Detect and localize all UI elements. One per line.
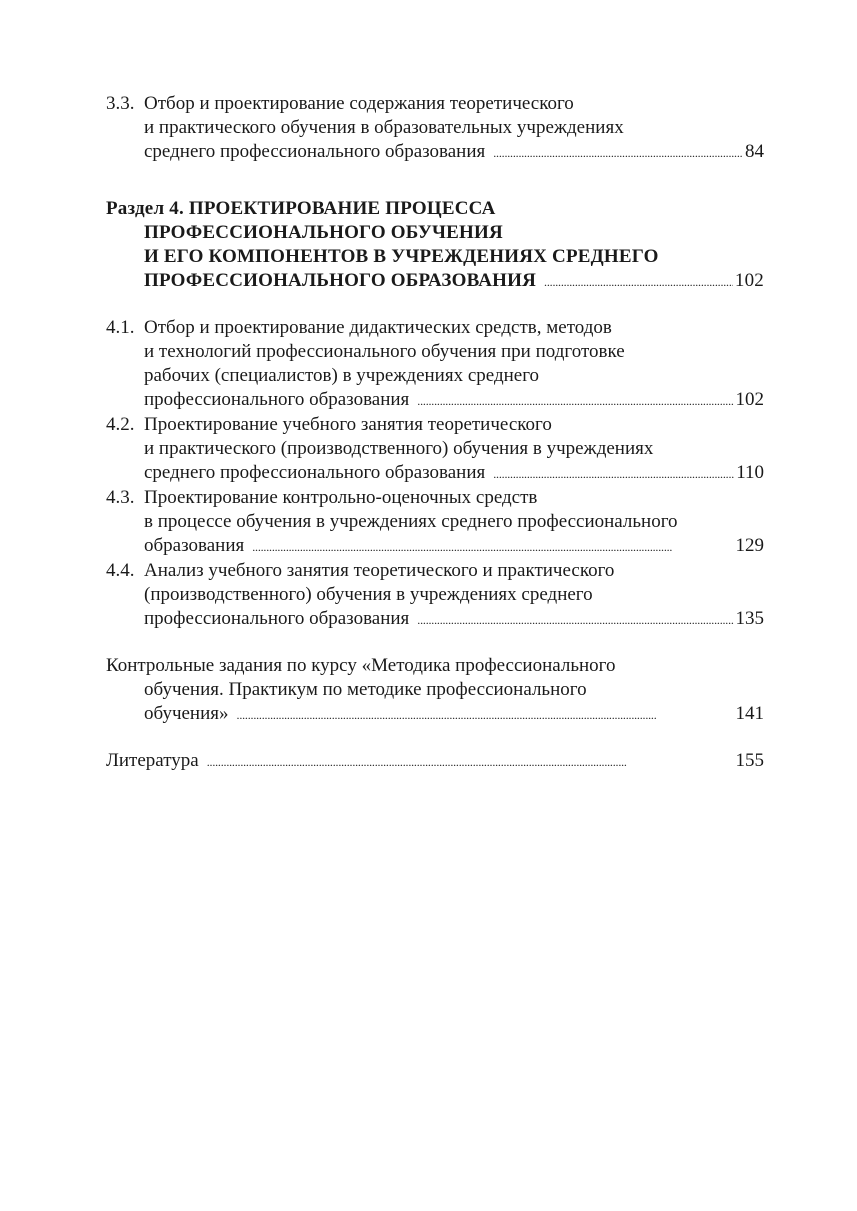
toc-entry-4-4[interactable] — [106, 559, 764, 632]
toc-entry-number: 4.2. — [106, 414, 135, 435]
toc-page-number: 141 — [735, 703, 764, 724]
toc-dot-leader — [417, 388, 733, 413]
toc-entry-last-line — [106, 388, 764, 413]
toc-entry-title-line: обучения. Практикум по методике профессионального — [144, 679, 587, 700]
toc-entry-number: 4.1. — [106, 317, 135, 338]
toc-section-heading-line: И ЕГО КОМПОНЕНТОВ В УЧРЕЖДЕНИЯХ СРЕДНЕГО — [144, 246, 659, 267]
toc-entry-title-line: профессионального образования — [144, 608, 410, 629]
toc-entry-title-line: Отбор и проектирование дидактических средств, методов — [144, 317, 612, 338]
toc-entry-title-line: Анализ учебного занятия теоретического и практического — [144, 560, 615, 581]
table-of-contents — [106, 92, 764, 774]
toc-entry-last-line — [106, 140, 764, 165]
toc-section-heading-line: ПРОФЕССИОНАЛЬНОГО ОБУЧЕНИЯ — [144, 222, 503, 243]
toc-entry-control-tasks[interactable] — [106, 654, 764, 727]
toc-entry-title-line: в процессе обучения в учреждениях среднего профессионального — [144, 511, 678, 532]
toc-entry-number: 4.4. — [106, 560, 135, 581]
toc-entry-title-line: и технологий профессионального обучения при подготовке — [144, 341, 625, 362]
toc-entry-last-line — [106, 534, 764, 559]
toc-page-number: 110 — [736, 462, 764, 483]
toc-entry-title-line: среднего профессионального образования — [144, 141, 486, 162]
toc-dot-leader — [237, 702, 734, 727]
toc-page-number: 155 — [735, 750, 764, 771]
toc-dot-leader — [252, 534, 733, 559]
toc-entry-number: 3.3. — [106, 93, 135, 114]
toc-entry-last-line — [106, 702, 764, 727]
toc-entry-title-line: образования — [144, 535, 245, 556]
toc-entry-3-3[interactable] — [106, 92, 764, 165]
toc-entry-title-line: Проектирование учебного занятия теоретического — [144, 414, 552, 435]
toc-entry-title-line: и практического (производственного) обучения в учреждениях — [144, 438, 654, 459]
toc-entry-title-line: (производственного) обучения в учреждениях среднего — [144, 584, 593, 605]
toc-entry-number: 4.3. — [106, 487, 135, 508]
toc-entry-title-line: Отбор и проектирование содержания теоретического — [144, 93, 574, 114]
toc-dot-leader — [207, 749, 734, 774]
toc-entry-title-line: Проектирование контрольно-оценочных средств — [144, 487, 538, 508]
toc-entry-title-line: Контрольные задания по курсу «Методика профессионального — [106, 655, 616, 676]
toc-entry-4-1[interactable] — [106, 316, 764, 413]
toc-entry-4-2[interactable] — [106, 413, 764, 486]
toc-section-4[interactable] — [106, 197, 764, 294]
toc-entry-4-3[interactable] — [106, 486, 764, 559]
toc-dot-leader — [493, 461, 734, 486]
toc-page-number: 135 — [735, 608, 764, 629]
toc-entry-title-line: и практического обучения в образовательных учреждениях — [144, 117, 624, 138]
toc-entry-last-line — [106, 607, 764, 632]
toc-entry-title-line: обучения» — [144, 703, 229, 724]
toc-page-number: 102 — [734, 270, 764, 291]
toc-section-heading-line: Раздел 4. ПРОЕКТИРОВАНИЕ ПРОЦЕССА — [106, 198, 496, 219]
toc-entry-last-line — [106, 749, 764, 774]
toc-page-number: 102 — [735, 389, 764, 410]
toc-entry-title-line: профессионального образования — [144, 389, 410, 410]
toc-entry-title-line: среднего профессионального образования — [144, 462, 486, 483]
toc-entry-last-line — [106, 461, 764, 486]
toc-entry-literature[interactable] — [106, 749, 764, 774]
toc-dot-leader — [544, 269, 733, 294]
toc-page-number: 84 — [745, 141, 764, 162]
toc-entry-title-line: рабочих (специалистов) в учреждениях среднего — [144, 365, 540, 386]
toc-entry-title-line: Литература — [106, 750, 199, 771]
toc-dot-leader — [493, 140, 743, 165]
toc-entry-last-line — [106, 269, 764, 294]
toc-section-heading-line: ПРОФЕССИОНАЛЬНОГО ОБРАЗОВАНИЯ — [144, 270, 537, 291]
toc-dot-leader — [417, 607, 733, 632]
toc-page-number: 129 — [735, 535, 764, 556]
